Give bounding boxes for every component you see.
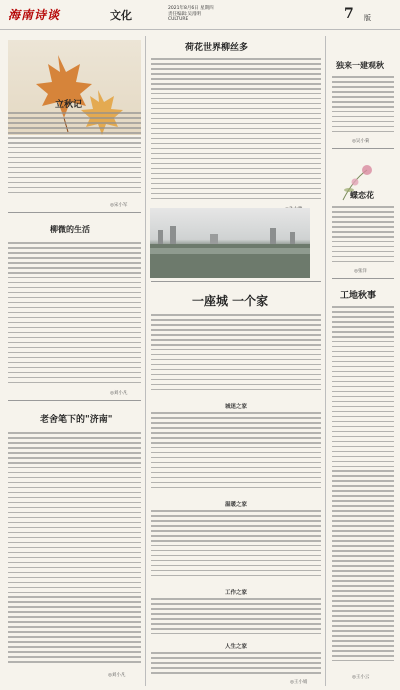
divider [8,400,141,401]
article-body [151,598,321,638]
article-body [332,76,394,134]
divider [8,212,141,213]
article-body [151,314,321,396]
article-title: 独来一建观秋 [336,60,384,70]
issue-culture: CULTURE [168,17,189,22]
article-subheading: 工作之家 [224,590,247,596]
article-subheading: 城迷之家 [224,404,247,410]
article-title: 荷花世界柳丝多 [185,43,249,53]
column-rule [325,36,326,686]
article-title: 老舍笔下的"济南" [40,415,113,425]
article-title: 立秋记 [55,100,83,110]
article-body [332,306,394,670]
divider [332,278,394,279]
article-author: ◎吴小菊 [352,139,370,144]
article-author: ◎王小娟 [290,680,308,685]
article-title: 一座城 一个家 [192,294,269,308]
article-body [151,510,321,582]
article-author: ◎刘小凡 [108,673,126,678]
article-author: ◎王小云 [352,675,370,680]
page-number: 7 [344,6,354,22]
article-body [151,412,321,494]
city-skyline-icon [150,208,310,278]
article-body [332,206,394,266]
issue-editor: 责任编辑:吴漫明 [168,11,202,17]
issue-meta [168,6,214,23]
article-subheading: 人生之家 [224,644,247,650]
article-title: 蝶恋花 [350,190,374,200]
brand-logo: 海南诗谈 [8,8,61,22]
section-title: 文化 [110,9,132,22]
article-author: ◎张洋 [354,269,367,274]
article-title: 工地秋事 [340,291,377,301]
article-author: ◎刘小凡 [110,391,128,396]
divider [151,281,321,282]
article-title: 柳微的生活 [50,224,90,234]
issue-date: 2021年8月6日 星期四 [168,6,214,11]
page-number-label: 版 [364,14,371,22]
divider [332,148,394,149]
article-body [151,652,321,676]
article-subheading: 温暖之家 [224,502,247,508]
article-body [8,242,141,386]
article-body [151,58,321,202]
masthead [0,0,400,30]
article-body [8,432,141,668]
column-rule [145,36,146,686]
landscape-photo [150,208,310,278]
article-author: ◎宋小军 [110,203,128,208]
article-body [8,112,141,198]
